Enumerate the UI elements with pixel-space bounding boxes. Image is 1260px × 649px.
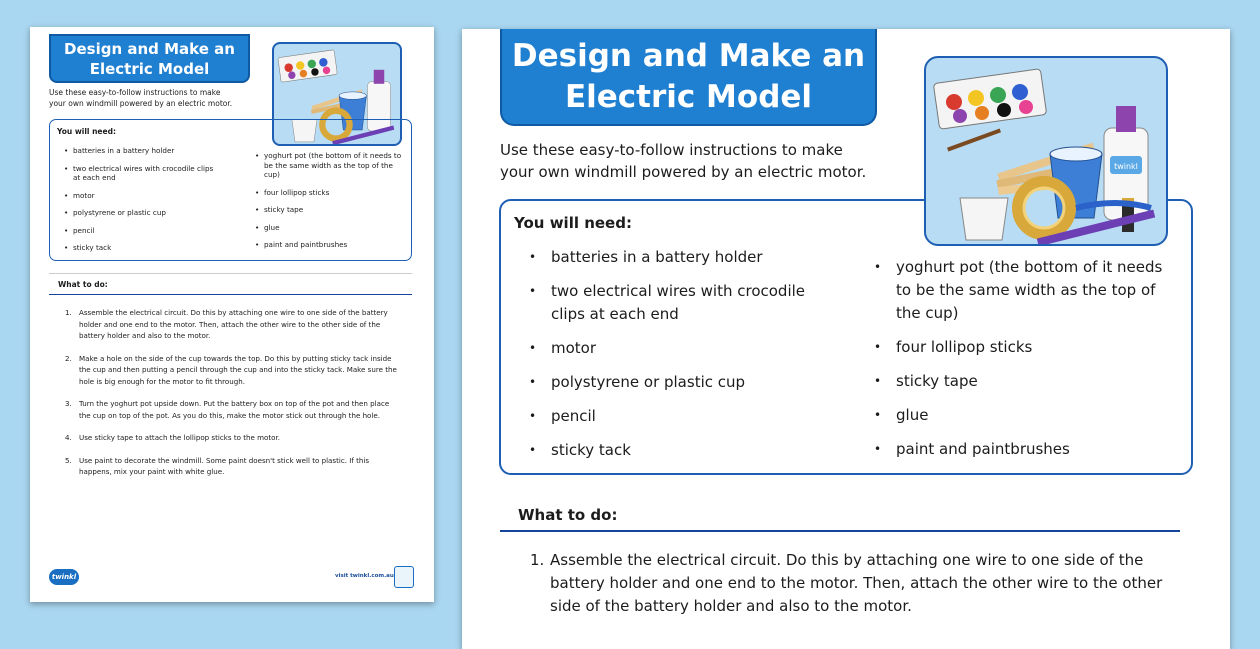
materials-list-left: [64, 146, 214, 261]
list-item: • sticky tack: [529, 439, 829, 462]
step-item: [65, 432, 403, 444]
step-number: 2.: [65, 353, 72, 363]
intro-text: [49, 88, 259, 109]
list-item: • paint and paintbrushes: [255, 240, 405, 250]
zoomed-page[interactable]: [462, 29, 1230, 649]
list-item: • paint and paintbrushes: [874, 438, 1174, 461]
step-number: 1.: [530, 551, 545, 569]
step-item: [65, 398, 403, 421]
title-line-1: Design and Make an: [64, 39, 235, 58]
you-will-need-heading: You will need:: [514, 214, 632, 232]
list-item: • sticky tack: [64, 243, 214, 253]
intro-line-2: your own windmill powered by an electric motor.: [500, 163, 867, 181]
list-item: • pencil: [64, 226, 214, 236]
title-line-2: Electric Model: [564, 78, 813, 115]
list-item: • four lollipop sticks: [874, 336, 1174, 359]
page-footer: [30, 564, 434, 590]
intro-line-2: your own windmill powered by an electric motor.: [49, 98, 233, 108]
materials-list-right: [874, 256, 1174, 472]
instructions-section: [500, 499, 1180, 649]
step-number: 4.: [65, 433, 72, 442]
page-title: [49, 34, 250, 83]
list-item: • polystyrene or plastic cup: [529, 371, 829, 394]
cup-label: twinkl: [1114, 162, 1138, 171]
section-divider: [49, 294, 412, 295]
list-item: • two electrical wires with crocodile clips at each end: [64, 164, 214, 183]
thumbnail-page[interactable]: [30, 27, 434, 602]
what-to-do-heading: What to do:: [58, 280, 108, 289]
materials-photo: [924, 56, 1168, 246]
intro-text: [500, 139, 910, 183]
list-item: • motor: [64, 191, 214, 201]
list-item: • sticky tape: [255, 205, 405, 215]
list-item: • polystyrene or plastic cup: [64, 208, 214, 218]
step-item: [530, 549, 1170, 618]
steps-list: [530, 549, 1170, 618]
step-number: 1.: [65, 308, 72, 317]
intro-line-1: Use these easy-to-follow instructions to make: [500, 141, 843, 159]
step-item: [65, 353, 403, 388]
list-item: • two electrical wires with crocodile clips at each end: [529, 280, 829, 326]
step-text: Assemble the electrical circuit. Do this by attaching one wire to one side of the battery holder and one end to the motor. Then, attach the other wire to the other side of the battery holder and also to the motor.: [550, 551, 1163, 615]
list-item: • pencil: [529, 405, 829, 428]
list-item: • glue: [255, 223, 405, 233]
title-line-1: Design and Make an: [511, 37, 866, 74]
you-will-need-heading: You will need:: [57, 127, 116, 136]
list-item: • motor: [529, 337, 829, 360]
intro-line-1: Use these easy-to-follow instructions to make: [49, 88, 221, 97]
step-text: Assemble the electrical circuit. Do this by attaching one wire to one side of the battery holder and one end to the motor. Then, attach the other wire to the other side of the battery holder and also to the motor.: [79, 308, 388, 340]
steps-list: [65, 307, 403, 489]
twinkl-logo: twinkl: [49, 569, 79, 585]
list-item: • batteries in a battery holder: [64, 146, 214, 156]
step-number: 5.: [65, 455, 72, 465]
quality-badge-icon: [394, 566, 414, 588]
materials-box: [49, 119, 412, 261]
step-item: [65, 307, 403, 342]
step-text: Make a hole on the side of the cup towards the top. Do this by putting sticky tack inside the cup and then putting a pencil through the cup and into the sticky tack. Make sure the hole is big enough for the motor to fit through.: [79, 353, 397, 386]
section-divider: [500, 530, 1180, 532]
what-to-do-heading: What to do:: [518, 506, 618, 524]
footer-url: visit twinkl.com.au: [335, 573, 394, 579]
materials-list-left: [529, 246, 829, 473]
step-item: [65, 455, 403, 478]
step-text: Turn the yoghurt pot upside down. Put the battery box on top of the pot and then place the cup on top of the pot. As you do this, make the motor stick out through the hole.: [79, 399, 390, 420]
list-item: • yoghurt pot (the bottom of it needs to be the same width as the top of the cup): [874, 256, 1174, 325]
instructions-section: [49, 273, 412, 564]
list-item: • batteries in a battery holder: [529, 246, 829, 269]
step-text: Use sticky tape to attach the lollipop sticks to the motor.: [79, 433, 280, 442]
title-line-2: Electric Model: [89, 59, 210, 78]
materials-list-right: [255, 151, 405, 258]
list-item: • yoghurt pot (the bottom of it needs to be the same width as the top of the cup): [255, 151, 405, 180]
list-item: • sticky tape: [874, 370, 1174, 393]
list-item: • four lollipop sticks: [255, 188, 405, 198]
step-number: 3.: [65, 399, 72, 408]
step-text: Use paint to decorate the windmill. Some paint doesn't stick well to plastic. If this happens, mix your paint with white glue.: [79, 455, 370, 476]
list-item: • glue: [874, 404, 1174, 427]
page-title: [500, 29, 877, 126]
